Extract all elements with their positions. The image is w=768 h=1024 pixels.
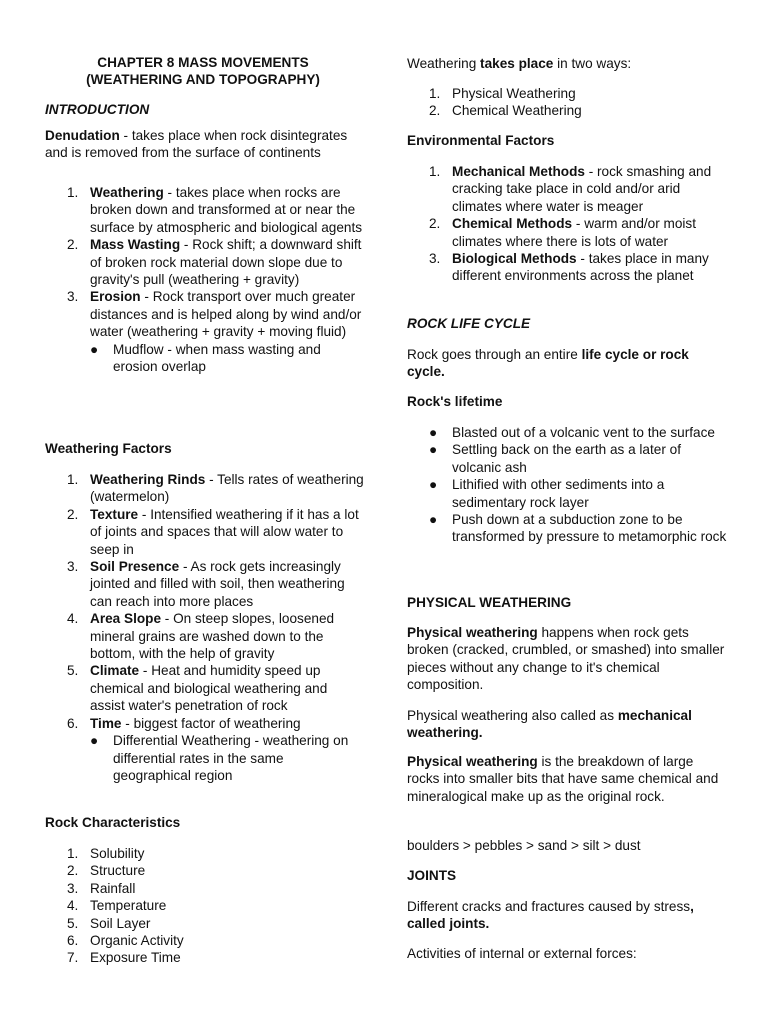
physical-weathering-paragraph-1: Physical weathering happens when rock gets broken (cracked, crumbled, or smashed) into smaller pieces without any change to it's chemical composition. <box>407 625 725 693</box>
intro-list <box>45 184 365 375</box>
list-item: 5. Soil Layer <box>67 915 151 931</box>
weathering-ways-list <box>407 85 727 120</box>
list-item: 4. Area Slope - On steep slopes, loosened mineral grains are washed down to the bottom, with the help of gravity <box>67 611 335 662</box>
rocks-lifetime-heading: Rock's lifetime <box>407 394 503 409</box>
list-item: 3. Erosion - Rock transport over much greater distances and is helped along by wind and/or water (weathering + gravity + moving fluid) <box>67 289 362 340</box>
weathering-factors-heading: Weathering Factors <box>45 441 172 456</box>
joints-heading: JOINTS <box>407 868 457 883</box>
weathering-factors-list <box>45 471 365 784</box>
list-item: 5. Climate - Heat and humidity speed up chemical and biological weathering and assist water's penetration of rock <box>67 663 328 714</box>
list-item: 3. Soil Presence - As rock gets increasingly jointed and filled with soil, then weathering can reach into more places <box>67 559 345 609</box>
physical-weathering-paragraph-2: Physical weathering also called as mechanical weathering. <box>407 708 692 741</box>
joints-paragraph: Different cracks and fractures caused by stress, called joints. <box>407 899 694 932</box>
list-item: ● Settling back on the earth as a later of volcanic ash <box>429 442 681 475</box>
rock-life-cycle-paragraph: Rock goes through an entire life cycle or rock cycle. <box>407 347 689 380</box>
particle-size-sequence: boulders > pebbles > sand > silt > dust <box>407 838 641 853</box>
title-line-2: (WEATHERING AND TOPOGRAPHY) <box>86 72 320 88</box>
denudation-paragraph <box>45 127 365 162</box>
list-item: 1. Mechanical Methods - rock smashing and cracking take place in cold and/or arid climates where water is meager <box>429 164 712 214</box>
title-line-1: CHAPTER 8 MASS MOVEMENTS <box>97 55 309 70</box>
list-item: ● Push down at a subduction zone to be transformed by pressure to metamorphic rock <box>429 512 727 545</box>
list-item: 1. Weathering Rinds - Tells rates of weathering (watermelon) <box>67 472 364 505</box>
list-item: 2. Chemical Methods - warm and/or moist climates where there is lots of water <box>429 216 696 249</box>
list-sub-item: ● Differential Weathering - weathering on differential rates in the same geographical region <box>90 733 349 783</box>
list-item: ● Lithified with other sediments into a sedimentary rock layer <box>429 477 665 510</box>
denudation-text: - takes place when rock disintegrates and is removed from the surface of continents <box>45 128 348 161</box>
weathering-ways-intro: Weathering takes place in two ways: <box>407 56 632 71</box>
list-item: 1. Physical Weathering <box>429 86 576 101</box>
list-item: 1. Weathering - takes place when rocks are broken down and transformed at or near the surface by atmospheric and biological agents <box>67 185 363 235</box>
rock-characteristics-heading: Rock Characteristics <box>45 815 181 830</box>
physical-weathering-paragraph-3: Physical weathering is the breakdown of large rocks into smaller bits that have same chemical and mineralogical make up as the original rock. <box>407 754 719 804</box>
forces-paragraph: Activities of internal or external forces: <box>407 946 637 961</box>
list-item: 1. Solubility <box>67 846 145 861</box>
list-item: 2. Texture - Intensified weathering if it has a lot of joints and spaces that will alow water to seep in <box>67 506 359 557</box>
denudation-term: Denudation <box>45 128 120 143</box>
list-item: 6. Time - biggest factor of weathering <box>67 715 301 731</box>
list-item: 3. Rainfall <box>67 880 136 896</box>
list-item: 4. Temperature <box>67 898 167 914</box>
environmental-factors-list <box>407 163 727 285</box>
list-item: ● Blasted out of a volcanic vent to the surface <box>429 425 715 440</box>
list-item: 2. Chemical Weathering <box>429 103 582 119</box>
list-item: 6. Organic Activity <box>67 933 184 949</box>
rock-characteristics-list <box>45 845 365 967</box>
page-title <box>45 54 361 89</box>
list-item: 2. Structure <box>67 863 146 879</box>
list-sub-item: ● Mudflow - when mass wasting and erosion overlap <box>90 341 321 375</box>
list-item: 2. Mass Wasting - Rock shift; a downward shift of broken rock material down slope due to gravity's pull (weathering + gravity) <box>67 237 362 288</box>
environmental-factors-heading: Environmental Factors <box>407 133 555 148</box>
rock-life-cycle-heading: ROCK LIFE CYCLE <box>407 316 531 331</box>
physical-weathering-heading: PHYSICAL WEATHERING <box>407 595 572 610</box>
list-item: 3. Biological Methods - takes place in many different environments across the planet <box>429 251 709 284</box>
introduction-heading: INTRODUCTION <box>45 102 150 117</box>
rocks-lifetime-list <box>407 424 727 546</box>
list-item: 7. Exposure Time <box>67 950 181 966</box>
